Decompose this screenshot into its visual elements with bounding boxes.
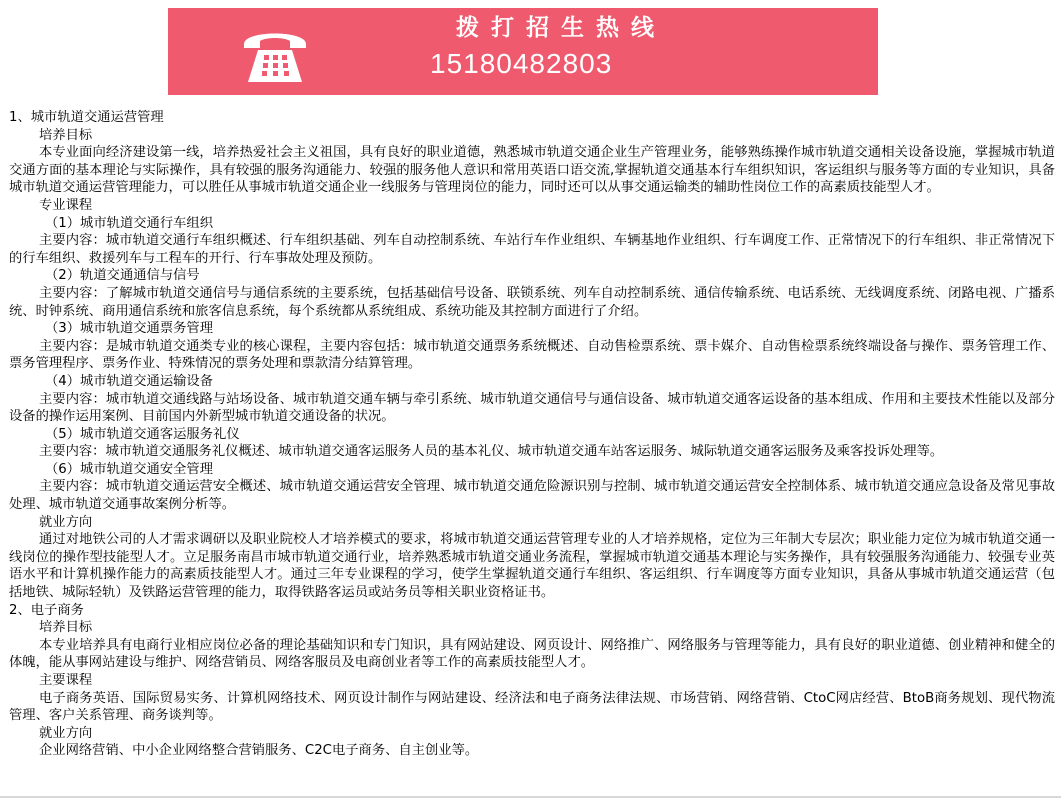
course-desc: 主要内容：了解城市轨道交通信号与通信系统的主要系统，包括基础信号设备、联锁系统、列车自动控制系统、通信传输系统、电话系统、无线调度系统、闭路电视、广播系统、时钟系统、商用通信系统和旅客信息系统，每个系统都从系统组成、系统功能及其控制方面进行了介绍。 [9, 285, 1055, 319]
goal-text: 本专业面向经济建设第一线，培养热爱社会主义祖国，具有良好的职业道德，熟悉城市轨道交通企业生产管理业务，能够熟练操作城市轨道交通相关设备设施，掌握城市轨道交通方面的基本理论与实际操作，具有较强的服务沟通能力、较强的服务他人意识和常用英语口语交流,掌握轨道交通基本行车组织知识，客运组织与服务等方面的专业知识，具备城市轨道交通运营管理能力，可以胜任从事城市轨道交通企业一线服务与管理岗位的能力，同时还可以从事交通运输类的辅助性岗位工作的高素质技能型人才。 [9, 145, 1055, 196]
course-desc: 主要内容：城市轨道交通线路与站场设备、城市轨道交通车辆与牵引系统、城市轨道交通信号与通信设备、城市轨道交通客运设备的基本组成、作用和主要技术性能以及部分设备的操作运用案例、目前国内外新型城市轨道交通设备的状况。 [9, 391, 1055, 425]
courses-label: 主要课程 [39, 673, 93, 688]
career-label: 就业方向 [39, 514, 93, 530]
goal-label: 培养目标 [39, 620, 93, 636]
banner-phone-number[interactable]: 15180482803 [430, 48, 613, 79]
course-desc: 主要内容：是城市轨道交通类专业的核心课程，主要内容包括：城市轨道交通票务系统概述、自动售检票系统、票卡媒介、自动售检票系统终端设备与操作、票务管理工作、票务管理程序、票务作业、特殊情况的票务处理和票款清分结算管理。 [9, 338, 1055, 372]
course-title: （2）轨道交通通信与信号 [45, 268, 200, 284]
course-desc: 主要内容：城市轨道交通运营安全概述、城市轨道交通运营安全管理、城市轨道交通危险源识别与控制、城市轨道交通运营安全控制体系、城市轨道交通应急设备及常见事故处理、城市轨道交通事故案例分析等。 [9, 479, 1055, 513]
career-text: 企业网络营销、中小企业网络整合营销服务、C2C电子商务、自主创业等。 [39, 743, 479, 759]
telephone-icon [240, 24, 310, 88]
course-title: （6）城市轨道交通安全管理 [45, 461, 214, 477]
article-body [9, 109, 1055, 760]
course-title: （3）城市轨道交通票务管理 [45, 321, 214, 337]
course-desc: 主要内容：城市轨道交通行车组织概述、行车组织基础、列车自动控制系统、车站行车作业组织、车辆基地作业组织、行车调度工作、正常情况下的行车组织、非正常情况下的行车组织、救援列车与工程车的开行、行车事故处理及预防。 [9, 233, 1055, 266]
career-text: 通过对地铁公司的人才需求调研以及职业院校人才培养模式的要求，将城市轨道交通运营管理专业的人才培养规格，定位为三年制大专层次；职业能力定位为城市轨道交通一线岗位的操作型技能型人才。立足服务南昌市城市轨道交通行业，培养熟悉城市轨道交通业务流程，掌握城市轨道交通基本理论与实务操作，具有较强服务沟通能力、较强专业英语水平和计算机操作能力的高素质技能型人才。通过三年专业课程的学习，使学生掌握轨道交通行车组织、客运组织、行车调度等方面专业知识，具备从事城市轨道交通运营（包括地铁、城际轻轨）及铁路运营管理的能力，取得铁路客运员或站务员等相关职业资格证书。 [9, 532, 1055, 601]
courses-label: 专业课程 [39, 197, 93, 213]
section-heading: 1、城市轨道交通运营管理 [9, 110, 164, 125]
courses-text: 电子商务英语、国际贸易实务、计算机网络技术、网页设计制作与网站建设、经济法和电子商务法律法规、市场营销、网络营销、CtoC网店经营、BtoB商务规划、现代物流管理、客户关系管理、商务谈判等。 [9, 690, 1055, 724]
course-title: （5）城市轨道交通客运服务礼仪 [45, 426, 240, 442]
hotline-banner[interactable] [168, 8, 878, 95]
course-desc: 主要内容：城市轨道交通服务礼仪概述、城市轨道交通客运服务人员的基本礼仪、城市轨道交通车站客运服务、城际轨道交通客运服务及乘客投诉处理等。 [39, 444, 944, 460]
section-heading: 2、电子商务 [9, 602, 84, 618]
banner-title: 拨打招生热线 [456, 15, 666, 41]
goal-text: 本专业培养具有电商行业相应岗位必备的理论基础知识和专门知识，具有网站建设、网页设计、网络推广、网络服务与管理等能力，具有良好的职业道德、创业精神和健全的体魄，能从事网站建设与维护、网络营销员、网络客服员及电商创业者等工作的高素质技能型人才。 [9, 637, 1055, 671]
course-title: （4）城市轨道交通运输设备 [45, 373, 214, 389]
course-title: （1）城市轨道交通行车组织 [45, 215, 214, 231]
goal-label: 培养目标 [39, 127, 93, 143]
career-label: 就业方向 [39, 725, 93, 741]
